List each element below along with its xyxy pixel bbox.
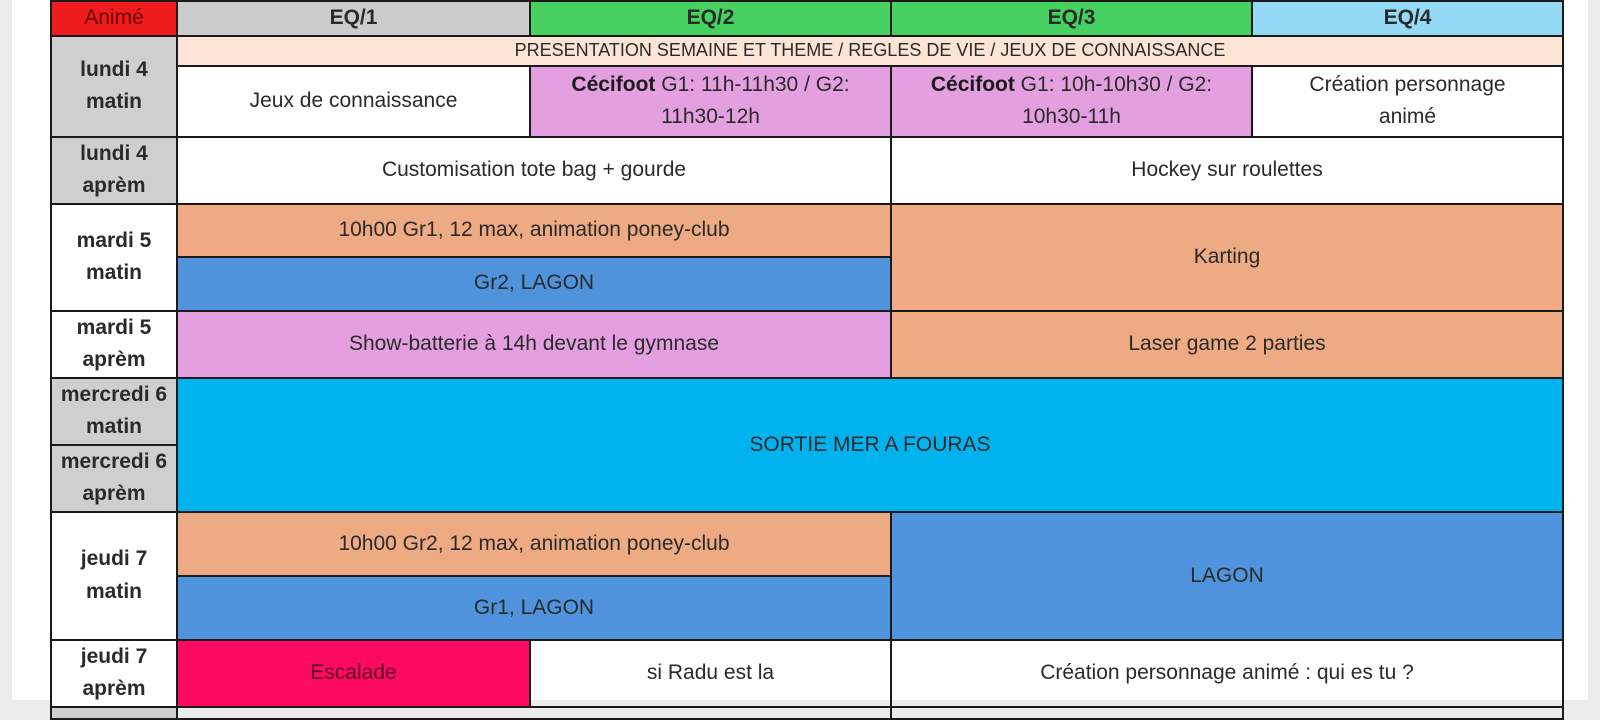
creation-personnage-eq4-cell[interactable] [1252,66,1563,137]
period-label: aprèm [82,348,146,372]
karting-cell[interactable]: Karting [891,204,1563,311]
poney-gr1-cell[interactable]: 10h00 Gr1, 12 max, animation poney-club [177,204,891,257]
lagon-cell[interactable]: LAGON [891,512,1563,640]
cecifoot-title: Cécifoot [930,72,1015,96]
eq1-header-cell[interactable]: EQ/1 [177,1,530,36]
header-row [51,1,1563,36]
cecifoot-schedule: G1: 10h-10h30 / G2: [1014,72,1213,96]
mardi-matin-row-1 [51,204,1563,257]
mardi-aprem-row [51,311,1563,378]
laser-game-cell[interactable]: Laser game 2 parties [891,311,1563,378]
sortie-mer-cell[interactable]: SORTIE MER A FOURAS [177,378,1563,512]
period-label: matin [85,90,142,114]
lundi-matin-row-2 [51,66,1563,137]
eq4-header-cell[interactable]: EQ/4 [1252,1,1563,36]
jeux-connaissance-cell[interactable]: Jeux de connaissance [177,66,530,137]
day-label: jeudi 7 [80,644,148,668]
period-label: aprèm [82,174,146,198]
period-label: aprèm [82,482,146,506]
cecifoot-schedule: G1: 11h-11h30 / G2: [655,72,850,96]
cecifoot-eq3-cell[interactable] [891,66,1252,137]
cecifoot-title: Cécifoot [571,72,656,96]
day-cell-mercredi-matin[interactable] [51,378,177,445]
radu-cell[interactable]: si Radu est la [530,640,891,707]
day-cell-jeudi-matin[interactable]: jeudi 7 matin [51,512,177,640]
period-label: aprèm [82,677,146,701]
customisation-cell[interactable]: Customisation tote bag + gourde [177,137,891,204]
day-cell-lundi-aprem[interactable] [51,137,177,204]
eq2-header-cell[interactable]: EQ/2 [530,1,891,36]
day-label: mardi 5 [76,315,152,339]
weekly-planning-table [50,0,1564,720]
creation-line2: animé [1378,105,1437,129]
presentation-cell[interactable]: PRESENTATION SEMAINE ET THEME / REGLES DE VIE / JEUX DE CONNAISSANCE [177,36,1563,66]
creation-qui-es-tu-cell[interactable]: Création personnage animé : qui es tu ? [891,640,1563,707]
jeudi-matin-row-1 [51,512,1563,576]
cecifoot-schedule-line2: 10h30-11h [1022,105,1121,129]
next-cell-right[interactable] [891,707,1563,719]
jeudi-aprem-row [51,640,1563,707]
hockey-cell[interactable]: Hockey sur roulettes [891,137,1563,204]
eq3-header-cell[interactable]: EQ/3 [891,1,1252,36]
day-cell-mardi-matin[interactable] [51,204,177,311]
next-cell-left[interactable] [177,707,891,719]
day-cell-jeudi-aprem[interactable] [51,640,177,707]
cecifoot-schedule-line2: 11h30-12h [661,105,760,129]
day-label: lundi 4 [80,57,148,81]
gr2-lagon-cell[interactable]: Gr2, LAGON [177,257,891,311]
day-cell-lundi-matin[interactable] [51,36,177,137]
escalade-cell[interactable]: Escalade [177,640,530,707]
mercredi-matin-row [51,378,1563,445]
show-batterie-cell[interactable]: Show-batterie à 14h devant le gymnase [177,311,891,378]
lundi-aprem-row [51,137,1563,204]
anime-header-cell[interactable]: Animé [51,1,177,36]
day-label: mercredi 6 [60,449,168,473]
period-label: matin [85,415,142,439]
day-cell-next[interactable] [51,707,177,719]
day-cell-mardi-aprem[interactable] [51,311,177,378]
day-label: lundi 4 [80,141,148,165]
day-label: mercredi 6 [60,382,168,406]
poney-gr2-cell[interactable]: 10h00 Gr2, 12 max, animation poney-club [177,512,891,576]
day-label: mardi 5 [76,228,152,252]
gr1-lagon-cell[interactable]: Gr1, LAGON [177,576,891,640]
spreadsheet-page [12,0,1588,700]
cecifoot-eq2-cell[interactable] [530,66,891,137]
period-label: matin [85,261,142,285]
lundi-matin-row-1 [51,36,1563,66]
day-cell-mercredi-aprem[interactable] [51,445,177,512]
next-row-partial [51,707,1563,719]
creation-line1: Création personnage [1309,72,1506,96]
